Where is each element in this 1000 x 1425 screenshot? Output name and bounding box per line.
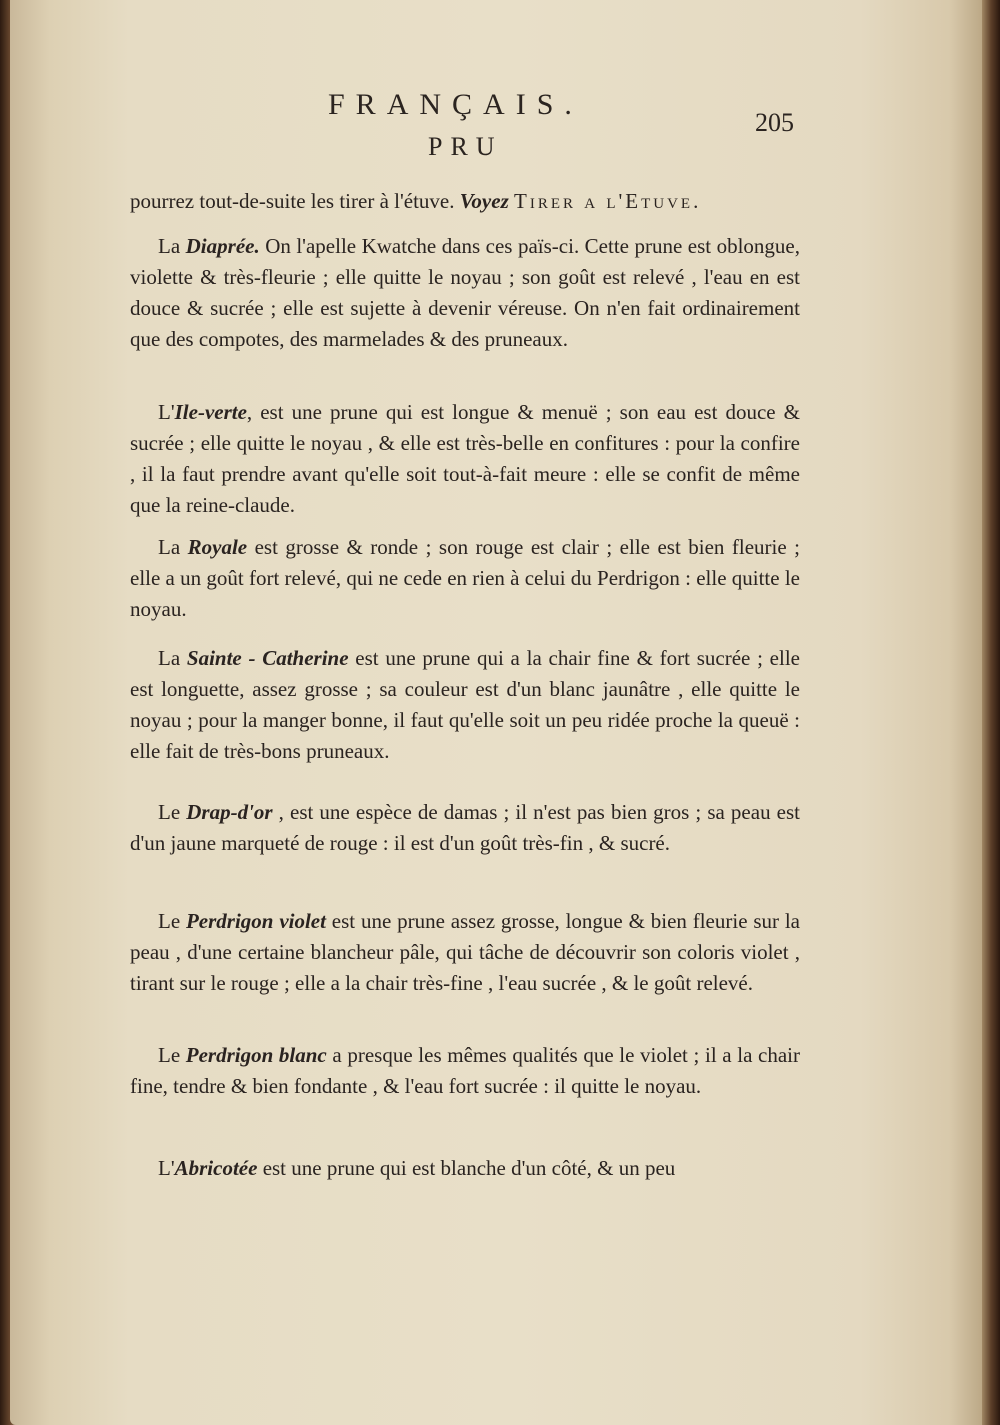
paragraph-continuation: pourrez tout-de-suite les tirer à l'étuve. Voyez Tirer a l'Etuve. — [130, 189, 702, 213]
paragraph-perdrigon-violet: Le Perdrigon violet est une prune assez grosse, longue & bien fleurie sur la peau , d'une certaine blancheur pâle, qui tâche de découvrir son coloris violet , tirant sur le rouge ; elle a la chair très-fine , l'eau sucrée , & le goût relevé. — [130, 909, 800, 995]
running-header-title: FRANÇAIS. — [328, 88, 583, 121]
paragraph-diapree: La Diaprée. On l'apelle Kwatche dans ces païs-ci. Cette prune est oblongue, violette & très-fleurie ; elle quitte le noyau ; son goût est relevé , l'eau en est douce & sucrée ; elle est sujette à devenir véreuse. On n'en fait ordinairement que des compotes, des marmelades & des pruneaux. — [130, 234, 800, 351]
paragraph-drap-dor: Le Drap-d'or , est une espèce de damas ; il n'est pas bien gros ; sa peau est d'un jaune marqueté de rouge : il est d'un goût très-fin , & sucré. — [130, 800, 800, 855]
paragraph-royale: La Royale est grosse & ronde ; son rouge est clair ; elle est bien fleurie ; elle a un goût fort relevé, qui ne cede en rien à celui du Perdrigon : elle quitte le noyau. — [130, 535, 800, 621]
paragraph-sainte-catherine: La Sainte - Catherine est une prune qui a la chair fine & fort sucrée ; elle est longuette, assez grosse ; sa couleur est d'un blanc jaunâtre , elle quitte le noyau ; pour la manger bonne, il faut qu'elle soit un peu ridée proche la queuë : elle fait de très-bons pruneaux. — [130, 646, 800, 763]
paragraph-perdrigon-blanc: Le Perdrigon blanc a presque les mêmes qualités que le violet ; il a la chair fine, tendre & bien fondante , & l'eau fort sucrée : il quitte le noyau. — [130, 1043, 800, 1098]
running-header-subtitle: PRU — [428, 132, 503, 161]
book-page — [10, 0, 985, 1425]
page-number: 205 — [755, 108, 794, 137]
binding-edge-right — [982, 0, 1000, 1425]
paragraph-abricotee: L'Abricotée est une prune qui est blanche d'un côté, & un peu — [158, 1156, 676, 1180]
paragraph-ile-verte: L'Ile-verte, est une prune qui est longue & menuë ; son eau est douce & sucrée ; elle quitte le noyau , & elle est très-belle en confitures : pour la confire , il la faut prendre avant qu'elle soit tout-à-fait meure : elle se confit de même que la reine-claude. — [130, 400, 800, 517]
